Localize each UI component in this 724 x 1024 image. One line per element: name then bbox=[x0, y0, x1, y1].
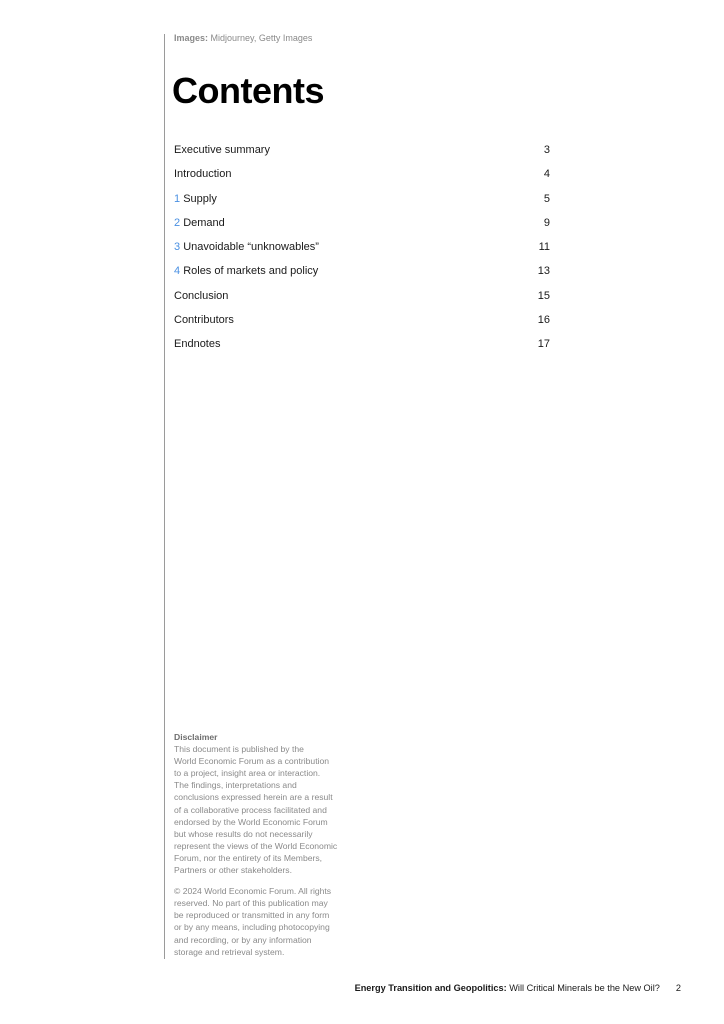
image-credit-text: Midjourney, Getty Images bbox=[210, 33, 313, 43]
disclaimer-line: conclusions expressed herein are a result bbox=[174, 792, 333, 803]
disclaimer-line: The findings, interpretations and bbox=[174, 780, 297, 791]
disclaimer-line: but whose results do not necessarily bbox=[174, 828, 313, 839]
toc-item-unknowables[interactable] bbox=[174, 239, 550, 263]
toc-item-page: 11 bbox=[538, 241, 550, 254]
toc-item-executive-summary[interactable] bbox=[174, 142, 550, 166]
toc-item-page: 9 bbox=[543, 216, 550, 229]
disclaimer-line: This document is published by the bbox=[174, 744, 304, 755]
table-of-contents bbox=[174, 142, 550, 361]
toc-item-supply[interactable] bbox=[174, 191, 550, 215]
disclaimer-line: of a collaborative process facilitated and bbox=[174, 804, 327, 815]
toc-item-label: Contributors bbox=[174, 314, 234, 327]
toc-item-page: 13 bbox=[537, 265, 550, 278]
page-title: Contents bbox=[172, 70, 324, 111]
disclaimer-line: Forum, nor the entirety of its Members, bbox=[174, 852, 323, 863]
page-number: 2 bbox=[675, 983, 681, 993]
toc-item-introduction[interactable] bbox=[174, 166, 550, 190]
toc-item-label: Demand bbox=[183, 216, 225, 229]
toc-item-page: 4 bbox=[543, 168, 550, 181]
copyright-line: or by any means, including photocopying bbox=[174, 922, 330, 933]
toc-item-page: 3 bbox=[543, 144, 550, 156]
toc-item-label: Unavoidable “unknowables” bbox=[183, 241, 319, 254]
toc-item-number: 4 bbox=[174, 265, 181, 278]
disclaimer bbox=[174, 731, 354, 958]
toc-item-number: 2 bbox=[174, 216, 181, 229]
disclaimer-line: to a project, insight area or interaction. bbox=[174, 768, 321, 779]
toc-item-page: 16 bbox=[537, 314, 550, 327]
toc-item-label: Executive summary bbox=[174, 144, 270, 156]
copyright-line: reserved. No part of this publication may bbox=[174, 898, 328, 909]
footer-title-bold: Energy Transition and Geopolitics: bbox=[354, 983, 507, 993]
disclaimer-line: endorsed by the World Economic Forum bbox=[174, 816, 328, 827]
page-footer bbox=[355, 983, 681, 993]
copyright-line: be reproduced or transmitted in any form bbox=[174, 910, 330, 921]
toc-item-conclusion[interactable] bbox=[174, 288, 550, 312]
disclaimer-heading: Disclaimer bbox=[174, 732, 218, 742]
image-credit bbox=[174, 33, 312, 43]
copyright-line: and recording, or by any information bbox=[174, 934, 312, 945]
toc-item-label: Endnotes bbox=[174, 338, 221, 351]
disclaimer-line: Partners or other stakeholders. bbox=[174, 865, 292, 876]
image-credit-label: Images: bbox=[174, 33, 209, 43]
toc-item-label: Conclusion bbox=[174, 289, 229, 302]
toc-item-page: 5 bbox=[543, 192, 550, 205]
toc-item-page: 15 bbox=[537, 289, 550, 302]
vertical-rule bbox=[164, 34, 165, 959]
footer-title-rest: Will Critical Minerals be the New Oil? bbox=[506, 983, 660, 993]
toc-item-label: Supply bbox=[183, 192, 217, 205]
disclaimer-line: represent the views of the World Economic bbox=[174, 840, 338, 851]
toc-item-markets-policy[interactable] bbox=[174, 263, 550, 287]
paragraph-gap bbox=[174, 876, 354, 885]
toc-item-number: 1 bbox=[174, 192, 181, 205]
copyright-line: storage and retrieval system. bbox=[174, 946, 285, 957]
toc-item-page: 17 bbox=[537, 338, 550, 351]
disclaimer-line: World Economic Forum as a contribution bbox=[174, 756, 330, 767]
toc-item-demand[interactable] bbox=[174, 215, 550, 239]
toc-item-endnotes[interactable] bbox=[174, 336, 550, 360]
toc-item-number: 3 bbox=[174, 241, 181, 254]
toc-item-label: Roles of markets and policy bbox=[183, 265, 319, 278]
toc-item-label: Introduction bbox=[174, 168, 232, 181]
toc-item-contributors[interactable] bbox=[174, 312, 550, 336]
copyright-line: © 2024 World Economic Forum. All rights bbox=[174, 886, 332, 897]
